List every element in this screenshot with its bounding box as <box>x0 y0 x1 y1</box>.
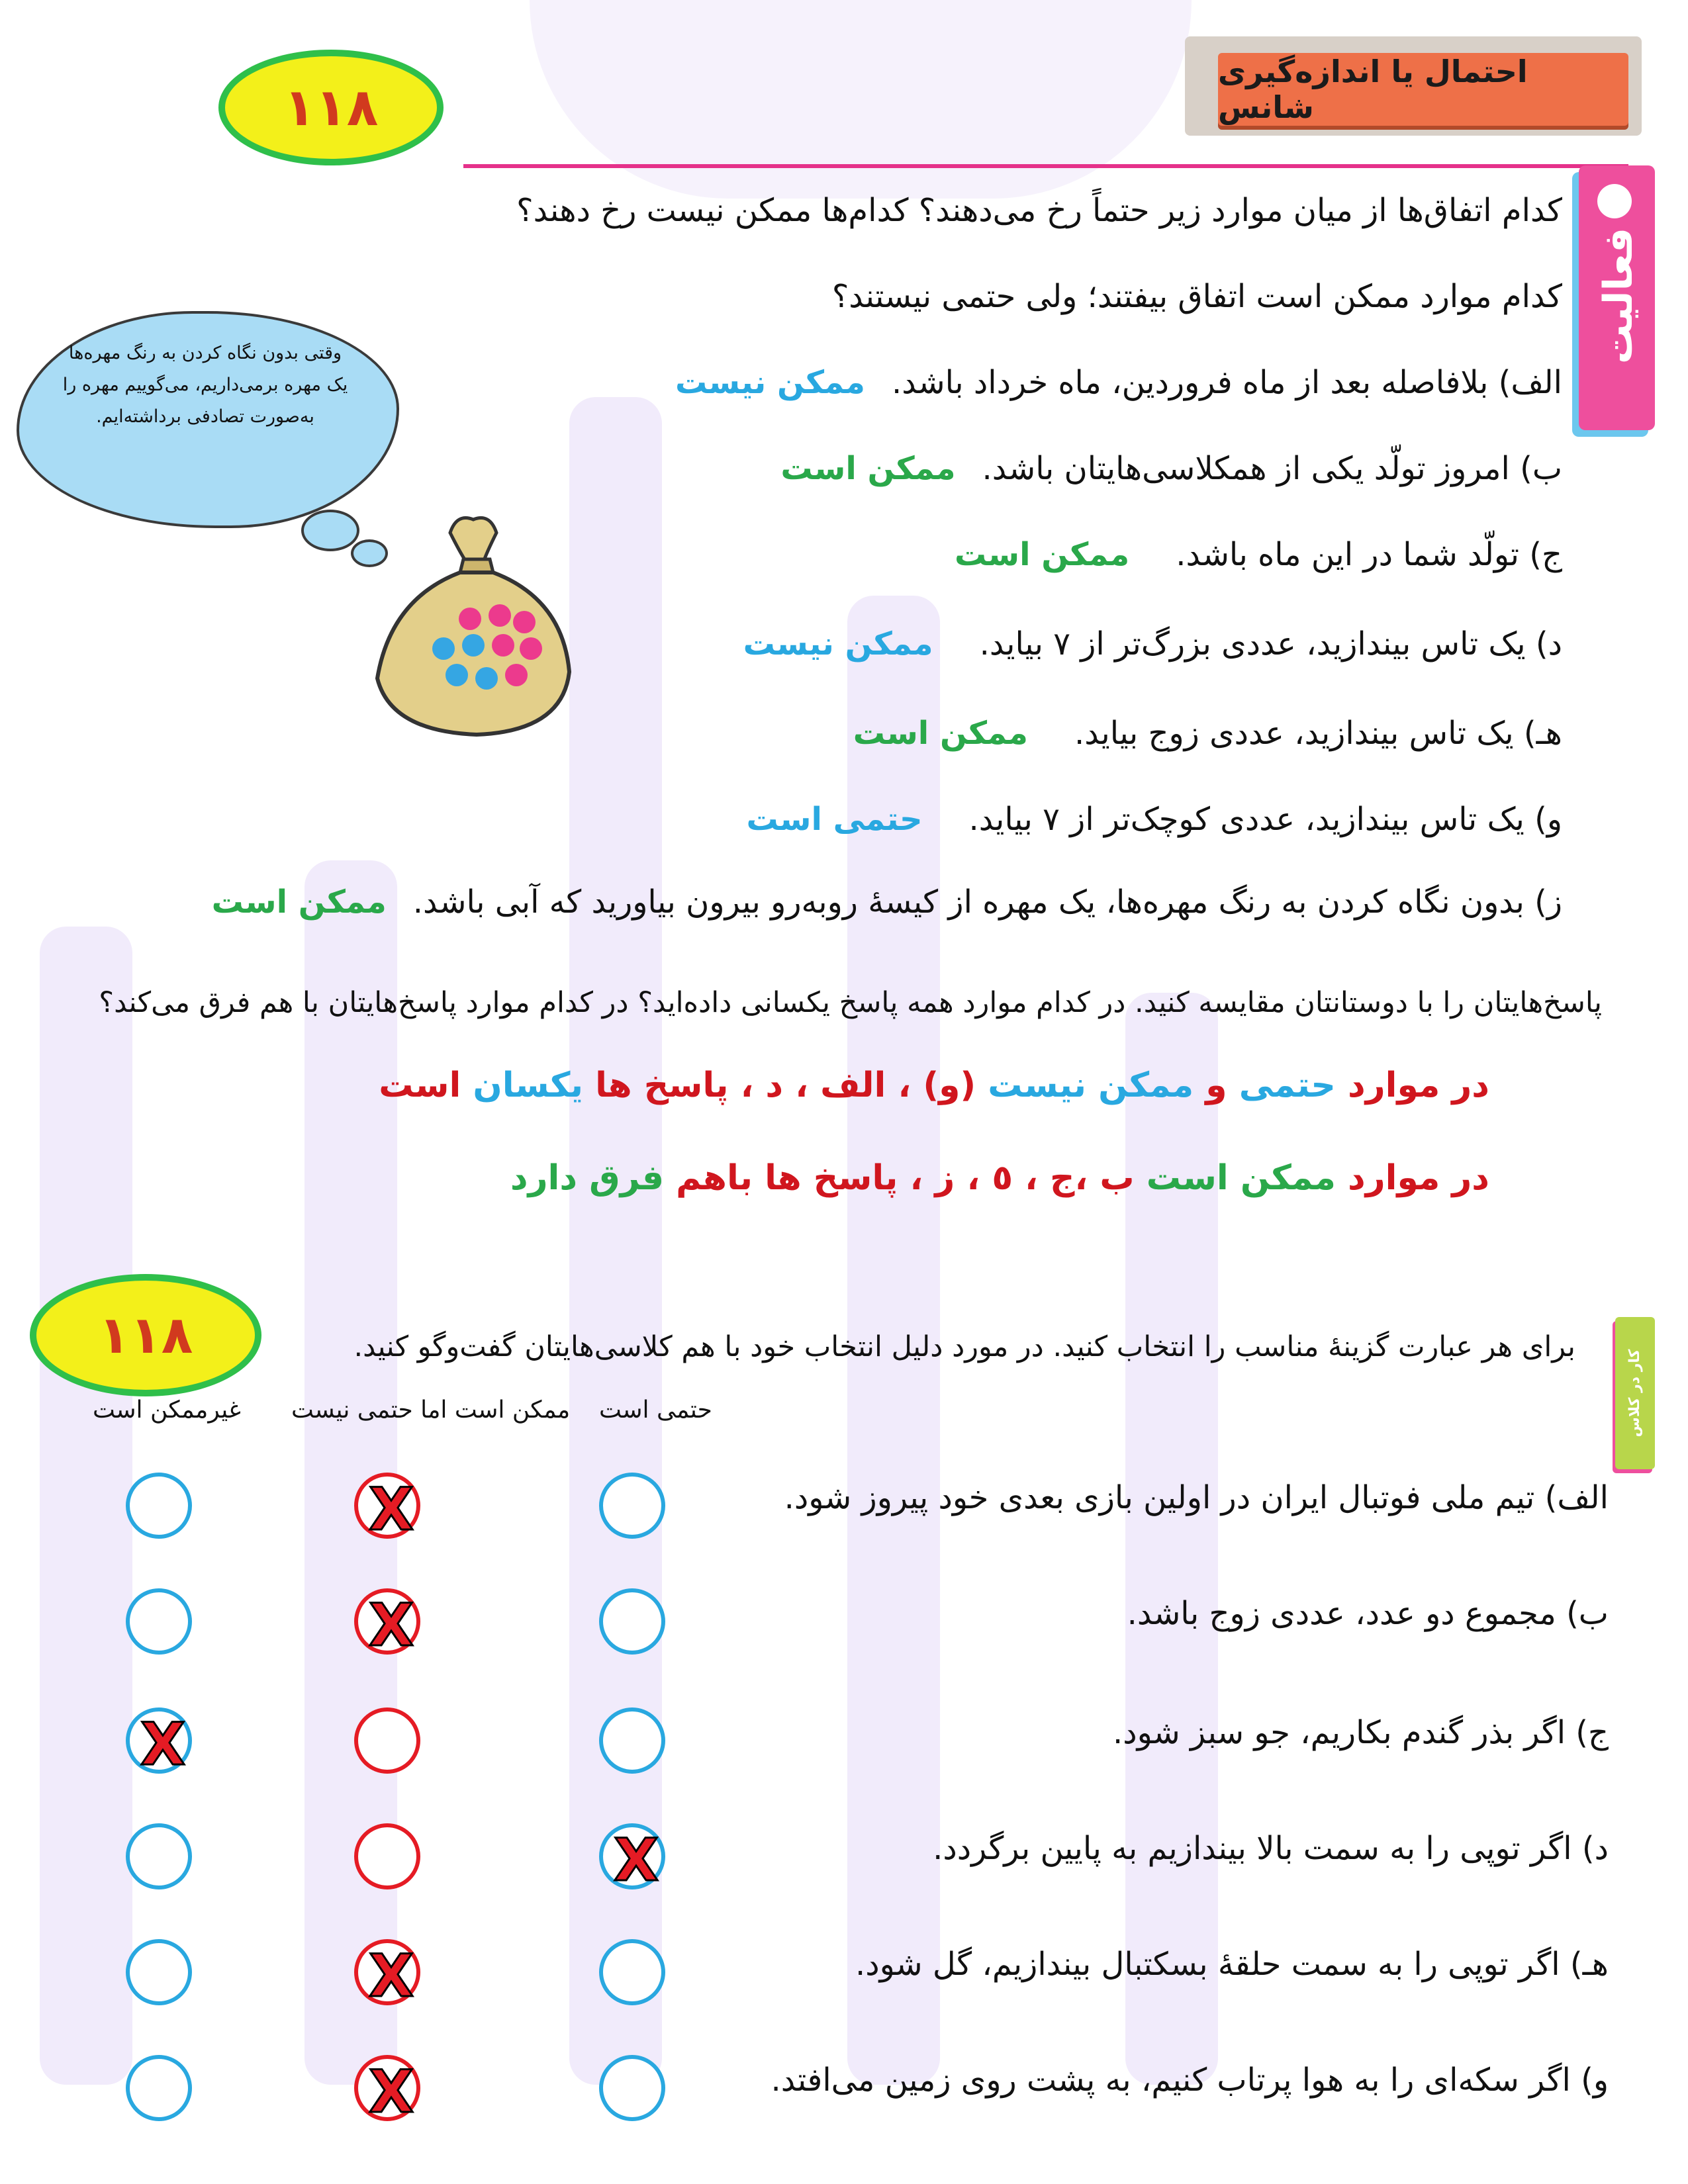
column-header-certain: حتمی است <box>599 1396 712 1424</box>
activity-item <box>675 364 1562 401</box>
selected-x-mark: X <box>369 2058 414 2126</box>
activity-item <box>746 801 1562 838</box>
page-number: ۱۱۸ <box>98 1305 193 1365</box>
activity-item <box>780 450 1562 487</box>
option-impossible-circle[interactable] <box>126 1707 192 1778</box>
bubble-line: وقتی بدون نگاه کردن به رنگ مهره‌ها <box>68 343 342 363</box>
selected-x-mark: X <box>614 1826 659 1894</box>
marble-bag-illustration <box>351 506 596 745</box>
activity-dot-icon <box>1597 184 1632 218</box>
selected-x-mark: X <box>140 1710 185 1778</box>
activity-item <box>955 536 1562 573</box>
summary-part: حتمی <box>1239 1066 1336 1105</box>
option-impossible-circle[interactable] <box>126 1939 192 2005</box>
selected-x-mark: X <box>369 1591 414 1659</box>
item-answer: حتمی است <box>746 801 923 838</box>
summary-part: در موارد <box>1335 1066 1489 1105</box>
option-certain-circle[interactable] <box>599 1473 665 1539</box>
option-impossible-circle[interactable] <box>126 1588 192 1655</box>
column-header-possible: ممکن است اما حتمی نیست <box>291 1396 571 1424</box>
option-impossible-circle[interactable] <box>126 1473 192 1539</box>
watermark-shape <box>1125 993 1218 2085</box>
page-title: احتمال یا اندازه‌گیری شانس <box>1218 54 1528 125</box>
summary-same <box>379 1066 1489 1105</box>
bubble-line: یک مهره برمی‌داریم، می‌گوییم مهره را <box>62 375 348 395</box>
option-certain-circle[interactable] <box>599 1823 665 1894</box>
page-number-badge <box>30 1274 261 1396</box>
item-answer: ممکن است <box>955 536 1130 573</box>
class-work-item-text: و) اگر سکه‌ای را به هوا پرتاب کنیم، به پشت روی زمین می‌افتد. <box>771 2062 1609 2099</box>
class-work-item-text: هـ) اگر توپی را به سمت حلقهٔ بسکتبال بیندازیم، گل شود. <box>855 1946 1609 1983</box>
class-work-item-text: الف) تیم ملی فوتبال ایران در اولین بازی بعدی خود پیروز شود. <box>784 1479 1609 1516</box>
summary-different <box>510 1158 1489 1198</box>
item-text: ج) تولّد شما در این ماه باشد. <box>1176 536 1562 573</box>
item-answer: ممکن نیست <box>743 625 933 662</box>
item-answer: ممکن نیست <box>675 364 865 401</box>
header-banner <box>1218 53 1628 126</box>
header-divider <box>463 164 1628 168</box>
activity-prompt-line1: کدام اتفاق‌ها از میان موارد زیر حتماً رخ می‌دهند؟ کدام‌ها ممکن نیست رخ دهند؟ <box>516 192 1562 229</box>
option-certain-circle[interactable] <box>599 2055 665 2121</box>
option-certain-circle[interactable] <box>599 1707 665 1774</box>
class-work-item-text: ب) مجموع دو عدد، عددی زوج باشد. <box>1127 1595 1609 1632</box>
option-possible-circle[interactable] <box>354 2055 420 2126</box>
selected-x-mark: X <box>369 1942 414 2010</box>
column-header-impossible: غیرممکن است <box>93 1396 241 1424</box>
bubble-line: به‌صورت تصادفی برداشته‌ایم. <box>96 406 314 427</box>
activity-tab-label: فعالیت <box>1595 227 1642 364</box>
selected-x-mark: X <box>369 1475 414 1543</box>
option-possible-circle[interactable] <box>354 1939 420 2010</box>
summary-part: ب ،ج ، ٥ ، ز ، پاسخ ها باهم <box>664 1158 1147 1198</box>
summary-part: است <box>379 1066 473 1105</box>
page-number-badge <box>218 50 444 165</box>
watermark-shape <box>530 0 1192 199</box>
option-impossible-circle[interactable] <box>126 1823 192 1889</box>
class-work-prompt: برای هر عبارت گزینهٔ مناسب را انتخاب کنید. در مورد دلیل انتخاب خود با هم کلاسی‌هایتان گفت‌وگو کنید. <box>353 1330 1575 1363</box>
item-text: الف) بلافاصله بعد از ماه فروردین، ماه خرداد باشد. <box>891 364 1562 401</box>
page-number: ۱۱۸ <box>283 77 379 138</box>
class-work-item-text: د) اگر توپی را به سمت بالا بیندازیم به پایین برگردد. <box>933 1830 1609 1867</box>
option-impossible-circle[interactable] <box>126 2055 192 2121</box>
item-answer: ممکن است <box>853 715 1028 752</box>
item-text: د) یک تاس بیندازید، عددی بزرگ‌تر از ۷ بیاید. <box>979 625 1562 662</box>
summary-part: یکسان <box>473 1066 584 1105</box>
item-answer: ممکن است <box>211 884 387 921</box>
activity-item <box>212 884 1562 921</box>
summary-part: و <box>1194 1066 1239 1105</box>
summary-part: ممکن نیست <box>988 1066 1194 1105</box>
summary-part: فرق دارد <box>510 1158 665 1198</box>
compare-prompt: پاسخ‌هایتان را با دوستانتان مقایسه کنید. در کدام موارد همه پاسخ یکسانی داده‌اید؟ در کدام موارد پاسخ‌هایتان با هم فرق می‌کند؟ <box>99 986 1602 1019</box>
item-text: هـ) یک تاس بیندازید، عددی زوج بیاید. <box>1074 715 1562 752</box>
option-possible-circle[interactable] <box>354 1588 420 1659</box>
class-work-tag-label: کار در کلاس <box>1626 1349 1643 1437</box>
class-work-item-text: ج) اگر بذر گندم بکاریم، جو سبز شود. <box>1113 1714 1609 1751</box>
activity-prompt-line2: کدام موارد ممکن است اتفاق بیفتند؛ ولی حتمی نیستند؟ <box>831 278 1562 315</box>
item-answer: ممکن است <box>780 450 956 487</box>
option-possible-circle[interactable] <box>354 1473 420 1543</box>
activity-item <box>853 715 1562 752</box>
option-possible-circle[interactable] <box>354 1707 420 1774</box>
option-possible-circle[interactable] <box>354 1823 420 1889</box>
item-text: و) یک تاس بیندازید، عددی کوچک‌تر از ۷ بیاید. <box>968 801 1562 838</box>
summary-part: در موارد <box>1335 1158 1489 1198</box>
option-certain-circle[interactable] <box>599 1588 665 1655</box>
thought-bubble-text <box>46 338 364 433</box>
item-text: ز) بدون نگاه کردن به رنگ مهره‌ها، یک مهره از کیسهٔ روبه‌رو بیرون بیاورید که آبی باشد. <box>412 884 1562 921</box>
watermark-shape <box>40 927 132 2085</box>
summary-part: (و) ، الف ، د ، پاسخ ها <box>583 1066 988 1105</box>
item-text: ب) امروز تولّد یکی از همکلاسی‌هایتان باشد. <box>982 450 1562 487</box>
activity-item <box>743 625 1562 662</box>
option-certain-circle[interactable] <box>599 1939 665 2005</box>
summary-part: ممکن است <box>1146 1158 1336 1198</box>
